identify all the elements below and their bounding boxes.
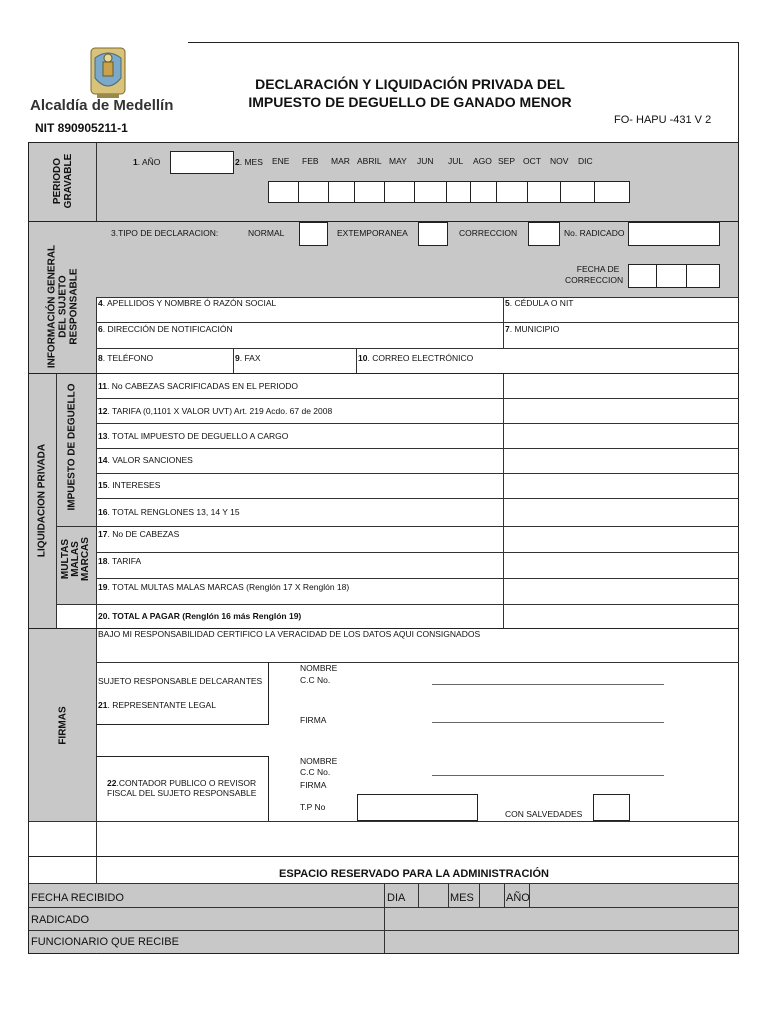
nombre-label-2: NOMBRE xyxy=(300,756,338,766)
periodo-label: PERIODO GRAVABLE xyxy=(52,153,74,209)
extemporanea-checkbox[interactable] xyxy=(418,222,448,246)
month-box-feb[interactable] xyxy=(298,181,329,203)
row-17: 17. No DE CABEZAS xyxy=(98,529,180,539)
anio-input[interactable] xyxy=(530,884,737,906)
row-19: 19. TOTAL MULTAS MALAS MARCAS (Renglón 17 X Renglón 18) xyxy=(98,582,350,592)
radicado-label: No. RADICADO xyxy=(564,228,625,238)
row-15-value[interactable] xyxy=(504,474,738,497)
anio-label: AÑO xyxy=(506,892,530,904)
mes-input[interactable] xyxy=(480,884,503,906)
field-22-label: 22.CONTADOR PUBLICO O REVISOR FISCAL DEL SUJETO RESPONSABLE xyxy=(107,778,257,798)
row-13: 13. TOTAL IMPUESTO DE DEGUELLO A CARGO xyxy=(98,431,289,441)
field-9-label: 9. FAX xyxy=(235,353,261,363)
nombre-line-1[interactable] xyxy=(432,684,664,685)
correccion-label: CORRECCION xyxy=(459,228,518,238)
firma-line-1[interactable] xyxy=(432,722,664,723)
logo xyxy=(85,44,131,100)
month-box-may[interactable] xyxy=(384,181,415,203)
tipo-label: 3.TIPO DE DECLARACION: xyxy=(111,228,219,238)
field-10-input[interactable] xyxy=(357,362,737,372)
month-jul: JUL xyxy=(448,156,464,166)
field-8-input[interactable] xyxy=(97,362,232,372)
dia-input[interactable] xyxy=(419,884,447,906)
row-12-value[interactable] xyxy=(504,399,738,422)
month-box-mar[interactable] xyxy=(328,181,355,203)
field-4-input[interactable] xyxy=(97,308,502,321)
field-8-label: 8. TELÉFONO xyxy=(98,353,154,363)
funcionario-label: FUNCIONARIO QUE RECIBE xyxy=(31,936,179,948)
firma-label-1: FIRMA xyxy=(300,715,327,725)
month-box-oct[interactable] xyxy=(527,181,561,203)
month-oct: OCT xyxy=(523,156,541,166)
form-title-line1: DECLARACIÓN Y LIQUIDACIÓN PRIVADA DEL xyxy=(255,76,565,92)
tp-input[interactable] xyxy=(357,794,478,821)
sujeto-label: SUJETO RESPONSABLE DELCARANTES xyxy=(98,676,263,686)
nit: NIT 890905211-1 xyxy=(35,121,128,135)
representante-box xyxy=(96,662,269,725)
cc-label-1: C.C No. xyxy=(300,675,331,685)
fecha-correccion-mes[interactable] xyxy=(656,264,687,288)
row-13-value[interactable] xyxy=(504,424,738,447)
form-code: FO- HAPU -431 V 2 xyxy=(614,114,712,126)
row-20-value[interactable] xyxy=(504,605,738,627)
fecha-correccion-anio[interactable] xyxy=(686,264,720,288)
row-14: 14. VALOR SANCIONES xyxy=(98,455,193,465)
row-19-value[interactable] xyxy=(504,579,738,603)
month-box-jul[interactable] xyxy=(446,181,471,203)
month-feb: FEB xyxy=(302,156,319,166)
row-12: 12. TARIFA (0,1101 X VALOR UVT) Art. 219 Acdo. 67 de 2008 xyxy=(98,406,333,416)
normal-label: NORMAL xyxy=(248,228,285,238)
row-18: 18. TARIFA xyxy=(98,556,142,566)
month-dic: DIC xyxy=(578,156,593,166)
field-21-label: 21. REPRESENTANTE LEGAL xyxy=(98,700,216,710)
month-box-jun[interactable] xyxy=(414,181,447,203)
row-20: 20. TOTAL A PAGAR (Renglón 16 más Renglón 19) xyxy=(98,611,302,621)
month-mar: MAR xyxy=(331,156,350,166)
month-label: 2. MES xyxy=(235,157,263,167)
year-input[interactable] xyxy=(170,151,234,174)
fecha-recibido-label: FECHA RECIBIDO xyxy=(31,892,124,904)
con-salvedades-label: CON SALVEDADES xyxy=(505,809,583,819)
month-box-ene[interactable] xyxy=(268,181,299,203)
row-15: 15. INTERESES xyxy=(98,480,161,490)
month-sep: SEP xyxy=(498,156,516,166)
mes-label: MES xyxy=(450,892,474,904)
dia-label: DIA xyxy=(387,892,406,904)
radicado-admin-label: RADICADO xyxy=(31,914,90,926)
field-6-input[interactable] xyxy=(97,334,502,347)
multas-sublabel: MULTAS MALAS MARCAS xyxy=(60,537,91,581)
form-title-line2: IMPUESTO DE DEGUELLO DE GANADO MENOR xyxy=(248,94,572,110)
row-18-value[interactable] xyxy=(504,553,738,577)
field-5-input[interactable] xyxy=(504,308,738,321)
funcionario-input[interactable] xyxy=(385,931,737,952)
normal-checkbox[interactable] xyxy=(299,222,328,246)
row-16-value[interactable] xyxy=(504,499,738,525)
firmas-label: FIRMAS xyxy=(57,706,69,745)
row-11: 11. No CABEZAS SACRIFICADAS EN EL PERIODO xyxy=(98,381,298,391)
month-box-sep[interactable] xyxy=(496,181,528,203)
month-nov: NOV xyxy=(550,156,569,166)
info-label: INFORMACIÓN GENERAL DEL SUJETO RESPONSABLE xyxy=(46,244,80,369)
row-17-value[interactable] xyxy=(504,527,738,551)
month-abril: ABRIL xyxy=(357,156,382,166)
month-box-nov[interactable] xyxy=(560,181,595,203)
month-box-ago[interactable] xyxy=(470,181,497,203)
month-box-dic[interactable] xyxy=(594,181,630,203)
firma-label-2: FIRMA xyxy=(300,780,327,790)
field-10-label: 10. CORREO ELECTRÓNICO xyxy=(358,353,474,363)
cc-label-2: C.C No. xyxy=(300,767,331,777)
fecha-correccion-label: FECHA DE CORRECCION xyxy=(565,264,624,285)
field-7-label: 7. MUNICIPIO xyxy=(505,324,560,334)
field-6-label: 6. DIRECCIÓN DE NOTIFICACIÓN xyxy=(98,324,233,334)
tp-label: T.P No xyxy=(300,802,326,812)
field-5-label: 5. CÉDULA O NIT xyxy=(505,298,574,308)
nombre-label-1: NOMBRE xyxy=(300,663,338,673)
month-ago: AGO xyxy=(473,156,492,166)
year-label: 1. AÑO xyxy=(133,157,161,167)
con-salvedades-checkbox[interactable] xyxy=(593,794,630,821)
row-11-value[interactable] xyxy=(504,375,738,397)
month-may: MAY xyxy=(389,156,407,166)
degüello-sublabel: IMPUESTO DE DEGUELLO xyxy=(66,383,78,511)
month-box-abril[interactable] xyxy=(354,181,385,203)
nombre-line-2[interactable] xyxy=(432,775,664,776)
org-name: Alcaldía de Medellín xyxy=(30,97,174,114)
row-14-value[interactable] xyxy=(504,449,738,472)
field-9-input[interactable] xyxy=(234,362,355,372)
field-4-label: 4. APELLIDOS Y NOMBRE Ó RAZÓN SOCIAL xyxy=(98,298,277,308)
fecha-correccion-dia[interactable] xyxy=(628,264,657,288)
radicado-admin-input[interactable] xyxy=(385,908,737,929)
radicado-input[interactable] xyxy=(628,222,720,246)
certifico-text: BAJO MI RESPONSABILIDAD CERTIFICO LA VERACIDAD DE LOS DATOS AQUI CONSIGNADOS xyxy=(98,629,481,639)
month-jun: JUN xyxy=(417,156,434,166)
admin-title: ESPACIO RESERVADO PARA LA ADMINISTRACIÓN xyxy=(279,868,549,880)
field-7-input[interactable] xyxy=(504,334,738,347)
liquidacion-label: LIQUIDACION PRIVADA xyxy=(36,443,48,558)
month-ene: ENE xyxy=(272,156,290,166)
extemporanea-label: EXTEMPORANEA xyxy=(337,228,408,238)
row-16: 16. TOTAL RENGLONES 13, 14 Y 15 xyxy=(98,507,240,517)
correccion-checkbox[interactable] xyxy=(528,222,560,246)
